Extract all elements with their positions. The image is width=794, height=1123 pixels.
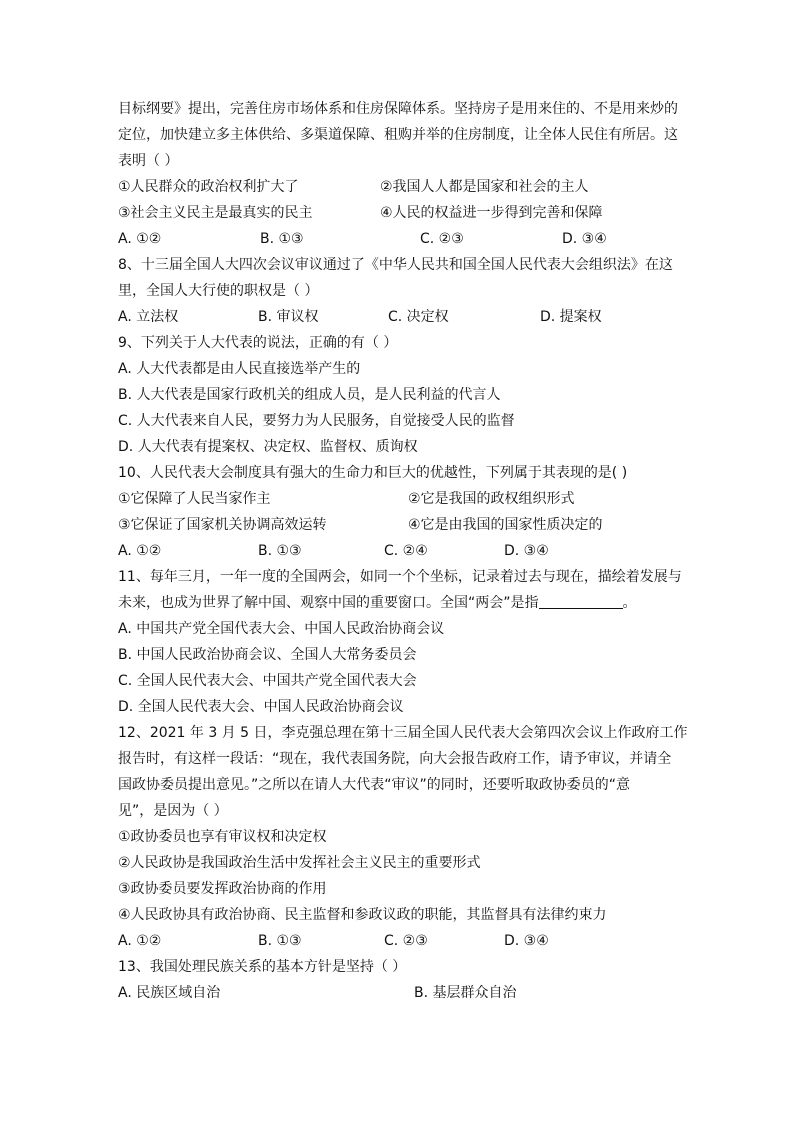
q13-option-b: B. 基层群众自治 <box>414 985 517 1001</box>
q7-item-4: ④人民的权益进一步得到完善和保障 <box>380 205 603 221</box>
q10-item-3: ③它保证了国家机关协调高效运转 <box>118 517 327 533</box>
exam-content <box>118 96 688 1006</box>
q12-item-3: ③政协委员要发挥政治协商的作用 <box>118 881 327 897</box>
q7-item-2: ②我国人人都是国家和社会的主人 <box>380 179 589 195</box>
q9-option-b: B. 人大代表是国家行政机关的组成人员，是人民利益的代言人 <box>118 387 501 403</box>
q7-items-row-2 <box>118 200 680 226</box>
q10-option-a: A. ①② <box>118 543 162 559</box>
q11-stem-text: 未来，也成为世界了解中国、观察中国的重要窗口。全国“两会”是指 <box>118 595 539 611</box>
q11-option-a: A. 中国共产党全国代表大会、中国人民政治协商会议 <box>118 621 445 637</box>
q10-option-c: C. ②④ <box>384 543 428 559</box>
q8-option-b: B. 审议权 <box>258 309 319 325</box>
q7-items-row-1 <box>118 174 680 200</box>
q7-option-a: A. ①② <box>118 231 162 247</box>
q12-item-1: ①政协委员也享有审议权和决定权 <box>118 829 327 845</box>
q7-option-b: B. ①③ <box>260 231 304 247</box>
question-9 <box>118 330 680 460</box>
q7-stem-line-3: 表明（ ） <box>118 153 179 169</box>
q11-stem-end: 。 <box>622 595 637 611</box>
q8-stem-line-2: 里，全国人大行使的职权是（ ） <box>118 283 319 299</box>
q10-item-2: ②它是我国的政权组织形式 <box>408 491 575 507</box>
q11-option-d: D. 全国人民代表大会、中国人民政治协商会议 <box>118 699 404 715</box>
q12-options <box>118 928 680 954</box>
q9-option-d: D. 人大代表有提案权、决定权、监督权、质询权 <box>118 439 418 455</box>
q7-options <box>118 226 680 252</box>
q10-item-1: ①它保障了人民当家作主 <box>118 491 271 507</box>
q12-stem-line-1: 12、2021 年 3 月 5 日，李克强总理在第十三届全国人民代表大会第四次会议上作政府工作 <box>118 725 688 741</box>
q12-stem-line-3: 国政协委员提出意见。”之所以在请人大代表“审议”的同时，还要听取政协委员的“意 <box>118 777 631 793</box>
q10-item-4: ④它是由我国的国家性质决定的 <box>408 517 603 533</box>
question-13 <box>118 954 680 1006</box>
q10-option-d: D. ③④ <box>504 543 549 559</box>
q7-option-c: C. ②③ <box>420 231 464 247</box>
q12-option-d: D. ③④ <box>504 933 549 949</box>
q10-option-b: B. ①③ <box>258 543 302 559</box>
q12-stem-line-2: 报告时，有这样一段话：“现在，我代表国务院，向大会报告政府工作，请予审议，并请全 <box>118 751 672 767</box>
q7-option-d: D. ③④ <box>562 231 607 247</box>
q7-stem-line-1: 目标纲要》提出，完善住房市场体系和住房保障体系。坚持房子是用来住的、不是用来炒的 <box>118 101 678 117</box>
q11-option-b: B. 中国人民政治协商会议、全国人大常务委员会 <box>118 647 417 663</box>
q12-stem-line-4: 见”，是因为（ ） <box>118 803 228 819</box>
q8-option-d: D. 提案权 <box>540 309 602 325</box>
q7-item-3: ③社会主义民主是最真实的民主 <box>118 205 313 221</box>
q12-option-a: A. ①② <box>118 933 162 949</box>
q11-answer-blank <box>539 592 623 609</box>
q8-option-a: A. 立法权 <box>118 309 179 325</box>
q11-stem-line-1: 11、每年三月，一年一度的全国两会，如同一个个坐标，记录着过去与现在，描绘着发展与 <box>118 569 682 585</box>
q8-options <box>118 304 680 330</box>
q12-item-4: ④人民政协具有政治协商、民主监督和参政议政的职能，其监督具有法律约束力 <box>118 907 607 923</box>
question-10 <box>118 460 680 564</box>
q10-items-row-1 <box>118 486 680 512</box>
q11-stem-line-2 <box>118 590 680 616</box>
q8-option-c: C. 决定权 <box>388 309 449 325</box>
q10-options <box>118 538 680 564</box>
question-8 <box>118 252 680 330</box>
q9-option-a: A. 人大代表都是由人民直接选举产生的 <box>118 361 361 377</box>
q12-option-b: B. ①③ <box>258 933 302 949</box>
question-11 <box>118 564 680 720</box>
q13-option-a: A. 民族区域自治 <box>118 985 221 1001</box>
q9-stem: 9、下列关于人大代表的说法，正确的有（ ） <box>118 335 398 351</box>
q13-options <box>118 980 680 1006</box>
q10-items-row-2 <box>118 512 680 538</box>
q9-option-c: C. 人大代表来自人民，要努力为人民服务，自觉接受人民的监督 <box>118 413 515 429</box>
q12-item-2: ②人民政协是我国政治生活中发挥社会主义民主的重要形式 <box>118 855 481 871</box>
q10-stem: 10、人民代表大会制度具有强大的生命力和巨大的优越性，下列属于其表现的是( ) <box>118 465 628 481</box>
q13-stem: 13、我国处理民族关系的基本方针是坚持（ ） <box>118 959 407 975</box>
q12-option-c: C. ②③ <box>384 933 428 949</box>
question-7 <box>118 96 680 252</box>
q7-stem-line-2: 定位，加快建立多主体供给、多渠道保障、租购并举的住房制度，让全体人民住有所居。这 <box>118 127 678 143</box>
q8-stem-line-1: 8、十三届全国人大四次会议审议通过了《中华人民共和国全国人民代表大会组织法》在这 <box>118 257 673 273</box>
q11-option-c: C. 全国人民代表大会、中国共产党全国代表大会 <box>118 673 417 689</box>
q7-item-1: ①人民群众的政治权利扩大了 <box>118 179 299 195</box>
question-12 <box>118 720 688 954</box>
